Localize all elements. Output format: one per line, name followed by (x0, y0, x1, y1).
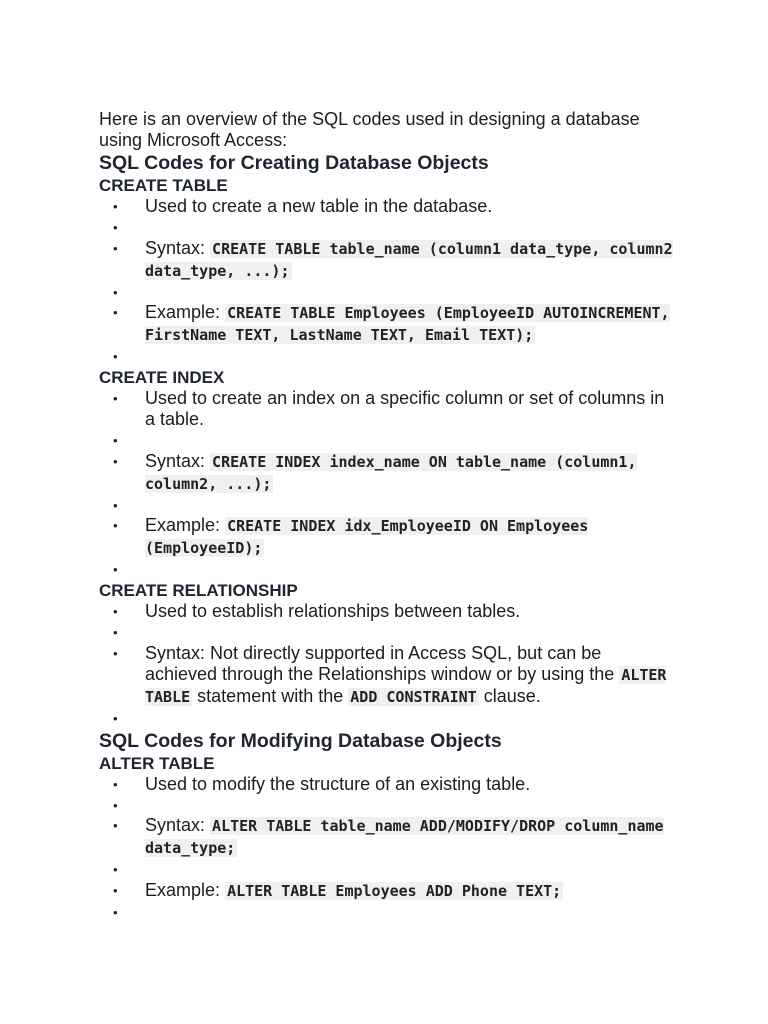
list-item-empty (99, 622, 674, 643)
code-snippet: ALTER TABLE Employees ADD Phone TEXT; (227, 881, 562, 900)
list-item-empty (99, 282, 674, 303)
list-item (99, 302, 674, 346)
list-item (99, 238, 674, 282)
code-snippet: ALTER TABLE (145, 665, 667, 706)
create-table-list (99, 196, 674, 367)
syntax-label: Syntax: (145, 237, 206, 258)
list-item (99, 515, 674, 559)
example-label: Example: (145, 302, 221, 323)
list-item: • Used to establish relationships between tables. (99, 601, 674, 622)
list-item: • Used to create an index on a specific column or set of columns in a table. (99, 388, 674, 430)
list-item: • Used to modify the structure of an existing table. (99, 774, 674, 795)
syntax-label: Syntax: (145, 450, 206, 471)
list-item-empty (99, 346, 674, 367)
heading-create-index: CREATE INDEX (99, 368, 225, 388)
alter-table-list (99, 774, 674, 923)
list-item (99, 451, 674, 495)
list-item-empty (99, 859, 674, 880)
code-snippet: CREATE INDEX idx_EmployeeID ON Employees (EmployeeID); (145, 517, 589, 558)
list-item-empty (99, 708, 674, 729)
list-item (99, 643, 674, 708)
heading-alter-table: ALTER TABLE (99, 753, 215, 773)
syntax-text: clause. (483, 685, 541, 706)
heading-create-table: CREATE TABLE (99, 176, 228, 195)
list-item (99, 815, 674, 859)
create-relationship-list (99, 601, 674, 728)
list-item (99, 880, 674, 902)
list-item-empty (99, 495, 674, 516)
list-item-empty (99, 902, 674, 923)
heading-create-relationship: CREATE RELATIONSHIP (99, 581, 298, 601)
code-snippet: CREATE INDEX index_name ON table_name (column1, column2, ...); (145, 452, 637, 493)
list-item-empty (99, 559, 674, 580)
code-snippet: ADD CONSTRAINT (350, 687, 477, 706)
example-label: Example: (145, 515, 221, 536)
syntax-label: Syntax: (145, 815, 206, 836)
example-label: Example: (145, 879, 221, 900)
intro-paragraph: Here is an overview of the SQL codes used in designing a database using Microsoft Access: (99, 109, 640, 150)
document-body (99, 109, 674, 923)
create-index-list (99, 388, 674, 580)
code-snippet: CREATE TABLE table_name (column1 data_type, column2 data_type, ...); (145, 239, 673, 280)
code-snippet: ALTER TABLE table_name ADD/MODIFY/DROP column_name data_type; (145, 817, 664, 858)
list-item-empty (99, 795, 674, 816)
code-snippet: CREATE TABLE Employees (EmployeeID AUTOINCREMENT, FirstName TEXT, LastName TEXT, Email TEXT); (145, 304, 670, 345)
syntax-text: Syntax: Not directly supported in Access SQL, but can be achieved through the Relationships window or by using the (145, 642, 615, 684)
section-title-modifying: SQL Codes for Modifying Database Objects (99, 729, 502, 752)
syntax-text: statement with the (197, 685, 344, 706)
list-item: • Used to create a new table in the database. (99, 196, 674, 217)
section-title-creating: SQL Codes for Creating Database Objects (99, 152, 489, 174)
list-item-empty (99, 217, 674, 238)
list-item-empty (99, 430, 674, 451)
